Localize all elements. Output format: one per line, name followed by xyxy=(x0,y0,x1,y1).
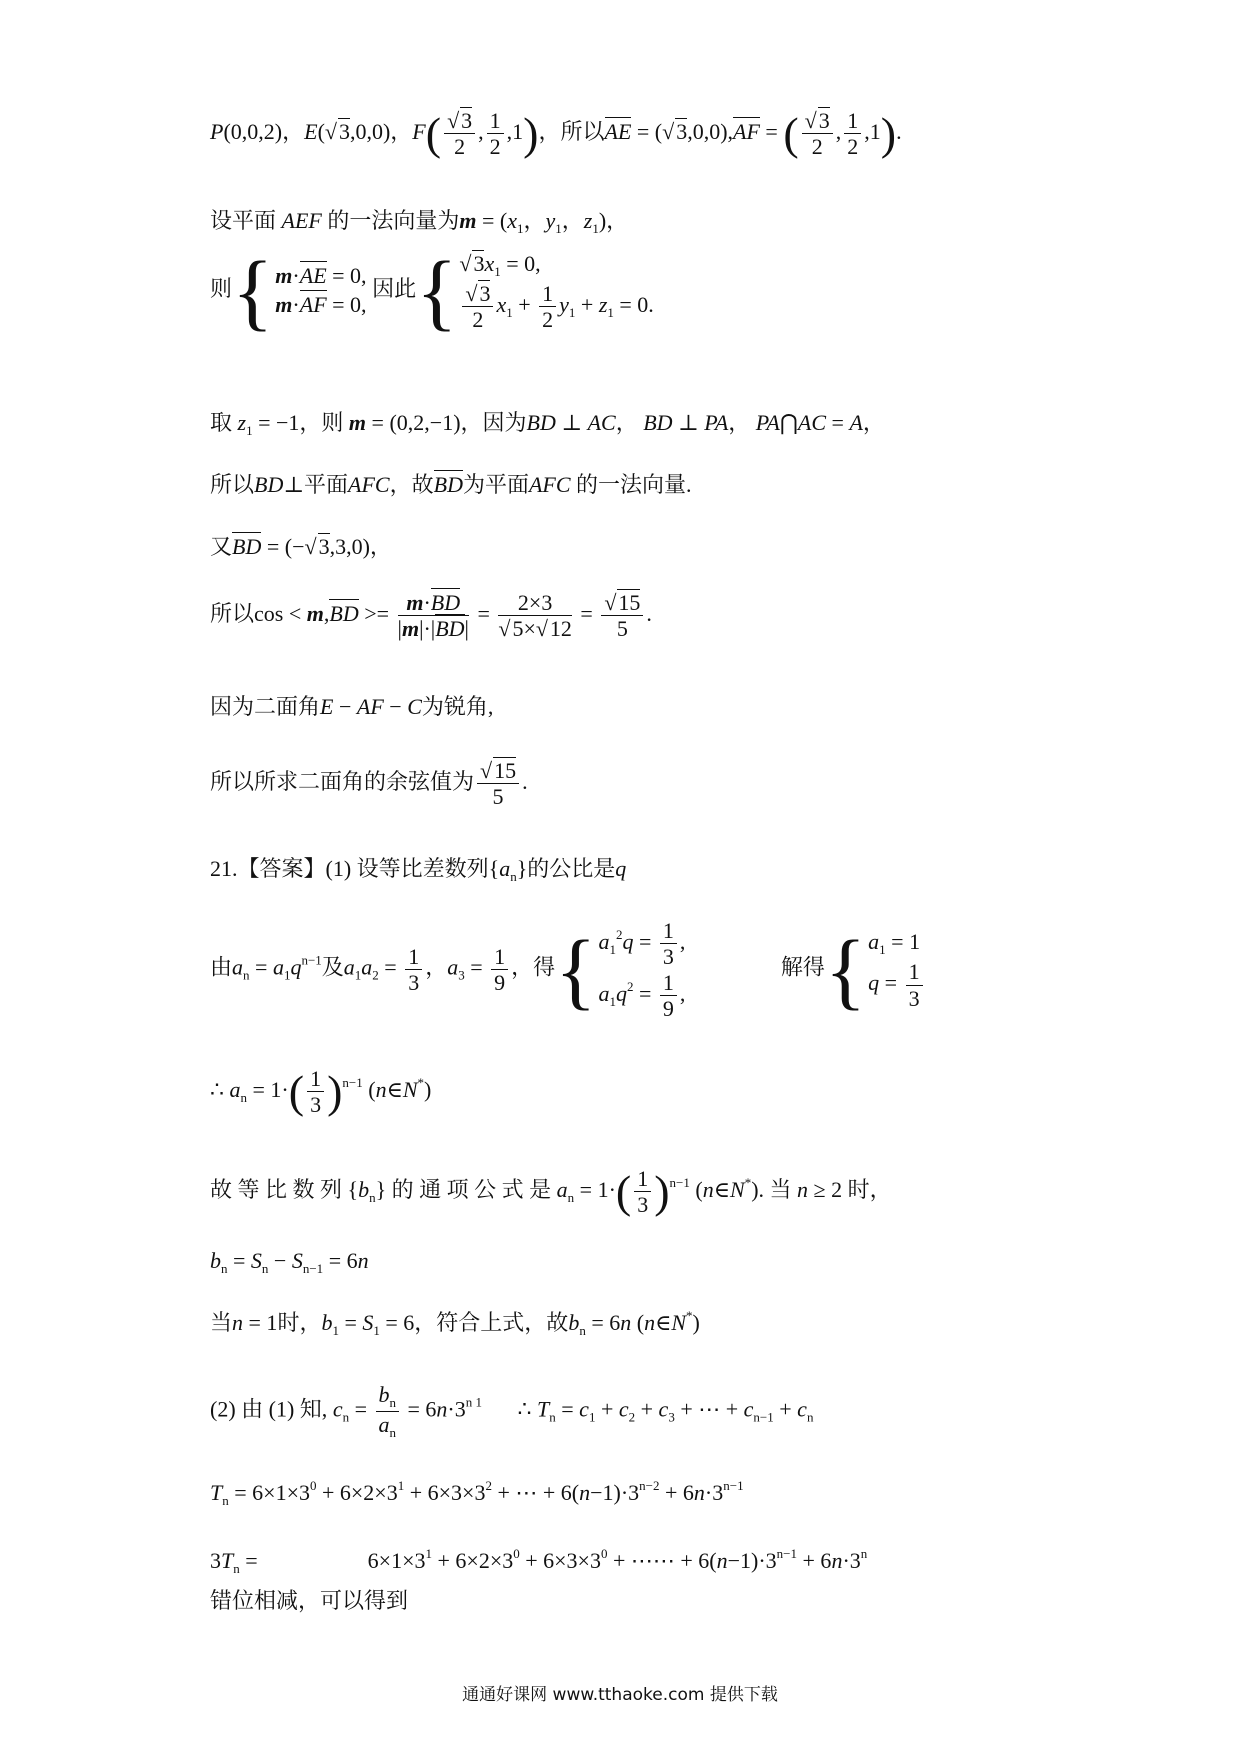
text-cos-result: 所以所求二面角的余弦值为 xyxy=(210,768,475,794)
text-fits: ，符合上式，故 xyxy=(414,1310,569,1335)
cos-result-line: 所以所求二面角的余弦值为 $\frac{√15}{5}$ . xyxy=(210,758,528,810)
text-normal-vector: 的一法向量为 xyxy=(327,208,460,233)
text-also: 又 xyxy=(210,534,233,559)
text-take: 取 xyxy=(210,410,233,435)
text-then: 则 xyxy=(210,276,233,302)
an-formula-line: ∴ $a_n = 1\cdot$( $\frac{1}{3}$ )$^{n-1}$ (n∈N*) xyxy=(210,1065,432,1118)
dihedral-line: 因为二面角E − AF − C为锐角, xyxy=(210,694,494,719)
text-so-cos: 所以 xyxy=(210,600,255,626)
text-then2: ，则 xyxy=(299,410,344,435)
bd-perp-line: 所以BD⊥平面AFC，故BD为平面AFC 的一法向量. xyxy=(210,472,692,497)
coordinates-line: P(0,0,2)，E(√3,0,0)，F( $\frac{√3}{2}$ , $\frac{1}{2}$ ,1)，所以AE = (√3,0,0),AF = ( $\frac{√3}{2}$ , $\frac{1}{2}$ ,1). xyxy=(210,107,902,160)
general-term-line: 故 等 比 数 列 $\{b_n\}$ 的 通 项 公 式 是 $a_n = 1\cdot$( $\frac{1}{3}$ )$^{n-1}$ (n∈N*). 当 n ≥ 2 时， xyxy=(210,1165,892,1218)
take-z-line: 取 $z_1 = -1$，则 m = (0,2,−1)，因为BD ⊥ AC， BD ⊥ PA， PA⋂AC = A， xyxy=(210,410,885,438)
part2-line: (2) 由 (1) 知, $c_n$ = $\frac{b_n}{a_n}$ = $6n\cdot 3^{n 1}$ ∴ $T_n = c_1 + c_2 + c_3$ + ⋯ + $c_{n-1} + c_n$ xyxy=(210,1382,814,1440)
text-from: 由 xyxy=(210,954,233,980)
cos-line: 所以cos < m,BD >= $\frac{m\cdot BD}{|m|\cdot|BD|}$ = $\frac{2\times 3}{√5\times√12}$ = $\frac{√15}{5}$ . xyxy=(210,590,652,642)
n1-line: 当n = 1时，$b_1 = S_1 = 6$，符合上式，故$b_n = 6n$ (n∈N*) xyxy=(210,1308,700,1338)
normal-vector-line: 设平面 AEF 的一法向量为$m = (x_1$，$y_1$，$z_1$)， xyxy=(210,208,629,236)
text-is-acute: 为锐角, xyxy=(421,694,494,719)
text-set-plane: 设平面 xyxy=(210,208,277,233)
bd-vector-line: 又BD = (−√3,3,0)， xyxy=(210,534,392,559)
tn-line: $T_n = 6\times 1\times 3^0 + 6\times 2\times 3^1 + 6\times 3\times 3^2$ + ⋯ + $6(n-1)\cdot 3^{n-2} + 6n\cdot 3^{n-1}$ xyxy=(210,1478,744,1508)
text-hence-b: 故 等 比 数 列 xyxy=(210,1176,343,1202)
text-got: ，得 xyxy=(511,954,556,980)
text-is-normal: 为平面 xyxy=(462,472,529,497)
text-because-dihedral: 因为二面角 xyxy=(210,694,321,719)
text-solve: 解得 xyxy=(780,954,825,980)
text-time1: 时， xyxy=(277,1310,322,1335)
text-perp-plane: ⊥平面 xyxy=(283,472,349,497)
q21-line: 21.【答案】(1) 设等比差数列$\{a_n\}$的公比是q xyxy=(210,856,627,884)
from-line: 由$a_n = a_1q^{n-1}$及$a_1a_2$ = $\frac{1}{3}$ ，$a_3$ = $\frac{1}{9}$ ，得{ $a_1^2q$ = $\frac{1}{3}$ , $a_1q^2$ = $\frac{1}{9}$ , 解得{ $a_1 = 1$ q = $\frac{1}{3}$ xyxy=(210,918,1030,1021)
text-because: ，因为 xyxy=(460,410,527,435)
text-and: 及 xyxy=(321,954,344,980)
text-so: 所以 xyxy=(210,472,255,497)
shift-subtract-line xyxy=(210,1588,1030,1614)
text-shift-subtract: 错位相减，可以得到 xyxy=(210,1588,409,1613)
text-general-term: 的 通 项 公 式 是 xyxy=(391,1176,552,1202)
text-q21: 21.【答案】(1) 设等比差数列 xyxy=(210,856,489,881)
bn-line: $b_n = S_n - S_{n-1} = 6n$ xyxy=(210,1248,369,1276)
text-when1: 当 xyxy=(210,1310,233,1335)
text-part2: (2) 由 (1) 知, xyxy=(210,1396,328,1422)
text-common-ratio: 的公比是 xyxy=(527,856,616,881)
text-so-bd: ，故 xyxy=(389,472,434,497)
text-plane-aef: AEF xyxy=(281,208,322,233)
text-time: 时， xyxy=(847,1176,892,1202)
equation-system-line: 则{ m·AE = 0, m·AF = 0, 因此{ $√3x_1 = 0$, $\frac{√3}{2}$ $x_1$ + $\frac{1}{2}$ $y_1 + z_1 = 0$. xyxy=(210,243,654,339)
text-therefore: 因此 xyxy=(372,276,417,302)
page-footer: 通通好课网 www.tthaoke.com 提供下载 xyxy=(462,1685,778,1705)
text-when: 当 xyxy=(769,1176,792,1202)
text-normal-of: 的一法向量. xyxy=(576,472,692,497)
3tn-line: $3T_n = 6\times 1\times 3^1 + 6\times 2\times 3^0 + 6\times 3\times 3^0$ + ⋯⋯ + $6(n-1)\cdot 3^{n-1} + 6n\cdot 3^n$ xyxy=(210,1546,868,1576)
